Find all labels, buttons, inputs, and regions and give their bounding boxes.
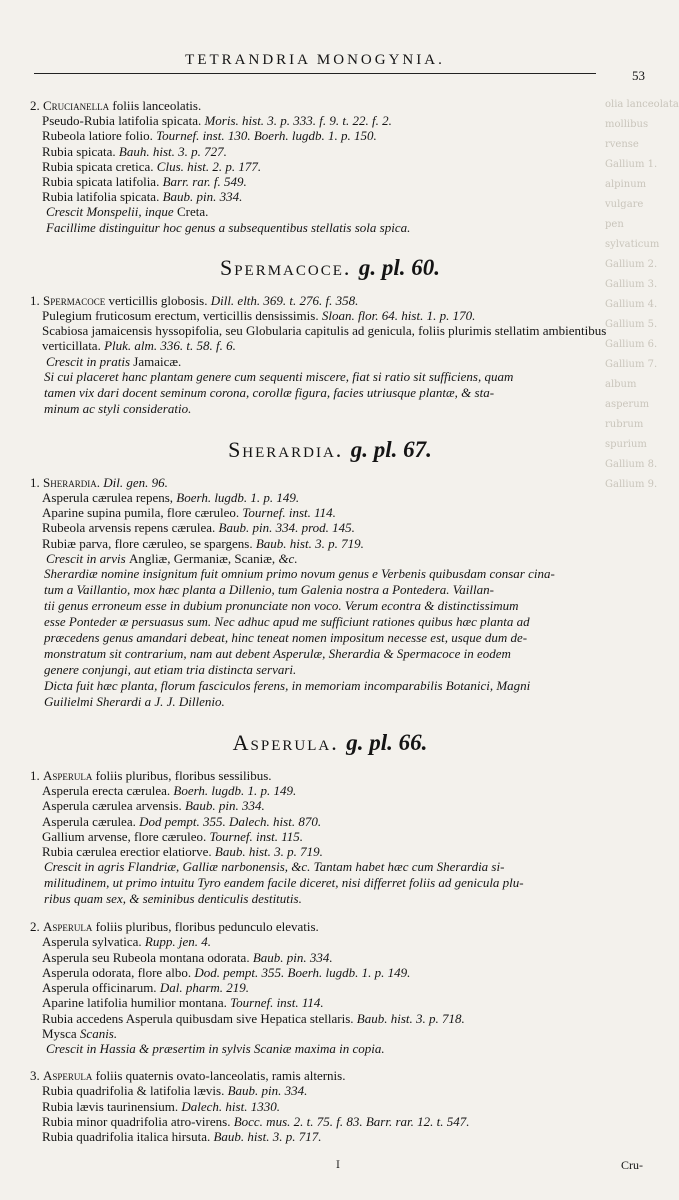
- genus-name: Asperula: [43, 1068, 93, 1084]
- synonym: [30, 1129, 630, 1144]
- page-number: 53: [632, 68, 645, 83]
- synonym-reference: Baub. pin. 334.: [227, 1083, 308, 1099]
- note-line: minum ac styli consideratio.: [44, 400, 192, 416]
- synonym-list: [30, 490, 630, 551]
- bleed-line: Gallium 5.: [605, 319, 658, 330]
- synonym-reference: Baub. hist. 3. p. 718.: [356, 1010, 465, 1026]
- synonym-reference: Rupp. jen. 4.: [144, 934, 211, 950]
- synonym-reference: Baub. hist. 3. p. 719.: [214, 844, 323, 860]
- species-entry: [30, 98, 630, 113]
- note-line: Sherardiæ nomine insignitum fuit omnium primo novum genus e Verbenis quibusdam consar cina-: [44, 566, 555, 582]
- dedication-line: Dicta fuit hæc planta, florum fasciculos ferens, in memoriam incomparabilis Botanici, Magni: [44, 678, 531, 694]
- dedication-line: Guilielmi Sherardi a J. J. Dillenio.: [44, 694, 225, 710]
- bleed-line: pen: [605, 219, 624, 230]
- species-entry: [30, 1068, 630, 1083]
- habitat: [30, 354, 630, 369]
- habitat-etc: &c.: [278, 550, 298, 566]
- synonym-reference: Dod pempt. 355. Dalech. hist. 870.: [139, 813, 322, 829]
- synonym-reference: Scanis.: [79, 1025, 118, 1041]
- synonym-reference: Clus. hist. 2. p. 177.: [156, 158, 262, 174]
- synonym-reference: Baub. pin. 334.: [162, 189, 243, 205]
- synonym-reference: Pluk. alm. 336. t. 58. f. 6.: [104, 338, 236, 354]
- synonym-reference: Boerh. lugdb. 1. p. 149.: [176, 490, 300, 506]
- genus-title: Sherardia.: [228, 436, 344, 462]
- genus-name: Asperula: [43, 919, 93, 935]
- synonym-name: Rubia spicata cretica.: [42, 158, 154, 174]
- synonym-name: Rubia cærulea erectior elatiorve.: [42, 844, 212, 860]
- bleed-line: Gallium 1.: [605, 159, 658, 170]
- synonym: [30, 1011, 630, 1026]
- synonym: [30, 159, 630, 174]
- bleed-line: sylvaticum: [605, 239, 660, 250]
- habitat-place: Creta.: [176, 204, 209, 220]
- synonym-reference: Dod. pempt. 355. Boerh. lugdb. 1. p. 149.: [194, 964, 411, 980]
- bleed-line: asperum: [605, 399, 650, 410]
- synonym-reference: Baub. pin. 334.: [184, 798, 265, 814]
- synonym: [30, 189, 630, 204]
- synonym: [30, 490, 630, 505]
- genus-name: Asperula: [43, 768, 93, 784]
- note: [30, 859, 630, 907]
- synonym: [30, 505, 630, 520]
- synonym: [30, 1114, 630, 1129]
- reference: Dill. elth. 369. t. 276. f. 358.: [210, 292, 359, 308]
- bleed-line: olia lanceolata: [605, 99, 679, 110]
- note: [30, 566, 630, 678]
- synonym-name: Asperula cærulea repens,: [42, 490, 174, 506]
- species-entry: [30, 475, 630, 490]
- synonym-name: Aparine supina pumila, flore cæruleo.: [42, 505, 240, 521]
- synonym: [30, 783, 630, 798]
- bleed-line: alpinum: [605, 179, 647, 190]
- synonym: [30, 950, 630, 965]
- note-line: ribus quam sex, & seminibus denticulis destitutis.: [44, 891, 302, 907]
- synonym: [30, 814, 630, 829]
- diagnosis: foliis quaternis ovato-lanceolatis, ramis alternis.: [95, 1068, 346, 1084]
- bleed-line: vulgare: [605, 199, 644, 210]
- synonym-reference: Sloan. flor. 64. hist. 1. p. 170.: [321, 308, 476, 324]
- catchword: Cru-: [621, 1158, 643, 1172]
- bleed-line: mollibus: [605, 119, 649, 130]
- bleed-line: Gallium 3.: [605, 279, 658, 290]
- synonym: [30, 1026, 630, 1041]
- synonym-reference: Boerh. lugdb. 1. p. 149.: [173, 783, 297, 799]
- note-line: genere conjungi, aut etiam tria distincta servari.: [44, 662, 297, 678]
- synonym: [30, 128, 630, 143]
- synonym-reference: Barr. rar. f. 549.: [162, 174, 247, 190]
- note: Facillime distinguitur hoc genus a subsequentibus stellatis sola spica.: [46, 219, 411, 235]
- synonym-name: Rubiæ parva, flore cæruleo, se spargens.: [42, 535, 253, 551]
- synonym-name: Rubia accedens Asperula quibusdam sive Hepatica stellaris.: [42, 1010, 354, 1026]
- diagnosis: foliis pluribus, floribus sessilibus.: [95, 768, 272, 784]
- spacer: [30, 1056, 630, 1068]
- running-head: TETRANDRIA MONOGYNIA.: [34, 52, 596, 74]
- species-entry: [30, 919, 630, 934]
- synonym-reference: Tournef. inst. 114.: [230, 995, 324, 1011]
- synonym-name: Rubeola latiore folio.: [42, 128, 153, 144]
- note-line: tum a Vaillantio, mox hæc planta a Dillenio, tum Galenia nostra a Pontedera. Vaillan-: [44, 582, 494, 598]
- synonym: [30, 844, 630, 859]
- synonym: [30, 829, 630, 844]
- note-line: tamen vix dari docent seminum corona, corollæ figura, facies utriusque plantæ, & sta-: [44, 384, 495, 400]
- note-line: militudinem, ut primo intuitu Tyro eandem facile diceret, nisi differret foliis ad genicula plu-: [44, 875, 524, 891]
- synonym-name: Aparine latifolia humilior montana.: [42, 995, 227, 1011]
- note-line: monstratum sit contrarium, nam aut debent Asperulæ, Sherardia & Spermacoce in eodem: [44, 646, 511, 662]
- synonym-name: Rubia lævis taurinensium.: [42, 1098, 179, 1114]
- synonym-list: [30, 934, 630, 1040]
- habitat: [30, 551, 630, 566]
- synonym-name: Asperula cærulea arvensis.: [42, 798, 182, 814]
- synonym: [30, 174, 630, 189]
- synonym-reference: Bauh. hist. 3. p. 727.: [118, 143, 227, 159]
- synonym: [30, 995, 630, 1010]
- spacer: [30, 907, 630, 919]
- bleed-line: Gallium 8.: [605, 459, 658, 470]
- genus-reference: g. pl. 67.: [350, 436, 432, 462]
- synonym-reference: Baub. pin. 334. prod. 145.: [218, 520, 355, 536]
- species-number: 2.: [30, 98, 40, 113]
- species-number: 3.: [30, 1068, 40, 1084]
- diagnosis: Dil. gen. 96.: [103, 474, 168, 490]
- genus-heading: [30, 730, 630, 756]
- genus-name: Spermacoce: [43, 292, 106, 308]
- synonym-reference: Tournef. inst. 114.: [242, 505, 336, 521]
- bleed-line: Gallium 6.: [605, 339, 658, 350]
- synonym-name: Asperula seu Rubeola montana odorata.: [42, 949, 250, 965]
- synonym-list: [30, 1083, 630, 1144]
- signature-mark: I: [336, 1160, 340, 1171]
- synonym-name: Asperula erecta cærulea.: [42, 783, 171, 799]
- diagnosis: foliis lanceolatis.: [112, 98, 202, 113]
- synonym-reference: Baub. hist. 3. p. 717.: [213, 1128, 322, 1144]
- diagnosis: verticillis globosis.: [108, 292, 208, 308]
- synonym-name: Rubia latifolia spicata.: [42, 189, 160, 205]
- synonym: [30, 1083, 630, 1098]
- synonym: [30, 1099, 630, 1114]
- synonym: [30, 965, 630, 980]
- synonym-name: Pseudo-Rubia latifolia spicata.: [42, 113, 202, 129]
- habitat-place: Jamaicæ.: [133, 353, 182, 369]
- species-number: 1.: [30, 292, 40, 308]
- synonym-reference: Bocc. mus. 2. t. 75. f. 83. Barr. rar. 12. t. 547.: [233, 1113, 470, 1129]
- synonym-name: Rubia spicata.: [42, 143, 116, 159]
- bleed-line: spurium: [605, 439, 647, 450]
- synonym-name: Rubia quadrifolia italica hirsuta.: [42, 1128, 211, 1144]
- bleed-line: Gallium 9.: [605, 479, 658, 490]
- synonym-name: Rubia spicata latifolia.: [42, 174, 160, 190]
- species-number: 1.: [30, 768, 40, 784]
- bleed-line: rubrum: [605, 419, 644, 430]
- synonym-name: Rubia minor quadrifolia atro-virens.: [42, 1113, 231, 1129]
- genus-heading: [30, 437, 630, 463]
- synonym: [30, 308, 630, 323]
- synonym-list: [30, 308, 630, 354]
- synonym-name: Rubeola arvensis repens cærulea.: [42, 520, 216, 536]
- synonym: [30, 980, 630, 995]
- bleed-line: Gallium 4.: [605, 299, 658, 310]
- synonym-name: Pulegium fruticosum erectum, verticillis densissimis.: [42, 308, 319, 324]
- synonym-name: verticillata.: [42, 338, 101, 354]
- species-number: 2.: [30, 919, 40, 935]
- synonym-list: [30, 113, 630, 204]
- synonym-reference: Dalech. hist. 1330.: [181, 1098, 280, 1114]
- synonym-name: Asperula sylvatica.: [42, 934, 142, 950]
- bleed-line: Gallium 2.: [605, 259, 658, 270]
- habitat-text: Crescit in arvis: [46, 550, 126, 566]
- habitat: Crescit in Hassia & præsertim in sylvis Scaniæ maxima in copia.: [46, 1040, 385, 1056]
- bleed-line: Gallium 7.: [605, 359, 658, 370]
- synonym-name: Asperula officinarum.: [42, 980, 157, 996]
- genus-heading: [30, 255, 630, 281]
- note-line: Crescit in agris Flandriæ, Galliæ narbonensis, &c. Tantam habet hæc cum Sherardia si-: [44, 859, 505, 875]
- note-line: esse Ponteder æ persuasus sum. Nec adhuc apud me sufficiunt rationes quibus hæc planta ad: [44, 614, 530, 630]
- genus-reference: g. pl. 60.: [358, 254, 441, 280]
- synonym-reference: Tournef. inst. 115.: [209, 828, 304, 844]
- synonym-name: Gallium arvense, flore cæruleo.: [42, 828, 207, 844]
- note: [30, 369, 630, 417]
- synonym: [30, 113, 630, 128]
- synonym: [30, 798, 630, 813]
- habitat-text: Crescit in pratis: [46, 353, 131, 369]
- habitat: [30, 204, 630, 219]
- synonym: [30, 520, 630, 535]
- species-number: 1.: [30, 474, 40, 490]
- habitat-text: Crescit Monspelii, inque: [46, 204, 174, 220]
- genus-name: Sherardia.: [43, 474, 100, 490]
- synonym-name: Asperula odorata, flore albo.: [42, 964, 192, 980]
- note-line: præcedens genus amandari debeat, hinc teneat nomen impositum necesse est, usque dum de-: [44, 630, 528, 646]
- dedication: [30, 678, 630, 710]
- genus-title: Asperula.: [232, 730, 339, 756]
- synonym: [30, 323, 630, 338]
- synonym: [30, 934, 630, 949]
- note-line: Si cui placeret hanc plantam genere cum sequenti miscere, fiat si ratio sit sufficiens, quam: [44, 368, 514, 384]
- genus-title: Spermacoce.: [219, 254, 352, 280]
- species-entry: [30, 293, 630, 308]
- synonym: [30, 338, 630, 353]
- synonym-reference: Baub. pin. 334.: [252, 949, 333, 965]
- synonym-reference: Tournef. inst. 130. Boerh. lugdb. 1. p. 150.: [156, 128, 377, 144]
- genus-reference: g. pl. 66.: [346, 730, 428, 756]
- synonym-list: [30, 783, 630, 859]
- synonym-reference: Baub. hist. 3. p. 719.: [255, 535, 364, 551]
- species-entry: [30, 768, 630, 783]
- synonym: [30, 536, 630, 551]
- synonym-name: Asperula cærulea.: [42, 813, 136, 829]
- diagnosis: foliis pluribus, floribus pedunculo elevatis.: [95, 919, 319, 935]
- synonym-name: Mysca: [42, 1025, 77, 1041]
- page-body: [30, 98, 630, 1144]
- synonym-reference: Dal. pharm. 219.: [159, 980, 250, 996]
- bleed-line: rvense: [605, 139, 639, 150]
- note-line: tii genus erroneum esse in dubium pronunciate non voco. Verum econtra & distinctissimum: [44, 598, 519, 614]
- habitat-place: Angliæ, Germaniæ, Scaniæ,: [128, 550, 276, 566]
- synonym-name: Scabiosa jamaicensis hyssopifolia, seu Globularia capitulis ad genicula, foliis plurimis stellatim ambientibus: [42, 323, 607, 339]
- synonym-name: Rubia quadrifolia & latifolia lævis.: [42, 1083, 225, 1099]
- bleed-line: album: [605, 379, 637, 390]
- synonym: [30, 144, 630, 159]
- synonym-reference: Moris. hist. 3. p. 333. f. 9. t. 22. f. 2.: [204, 113, 392, 129]
- genus-name: Crucianella: [43, 98, 110, 113]
